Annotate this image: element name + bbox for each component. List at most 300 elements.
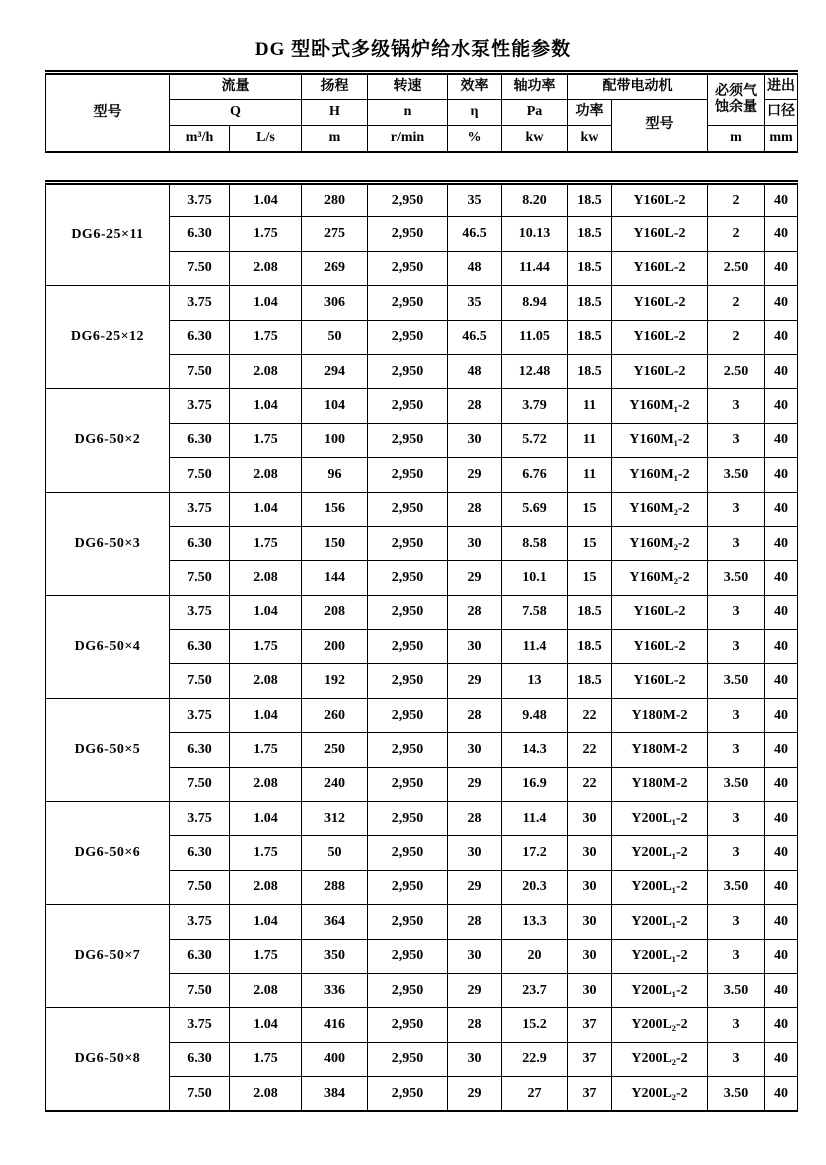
data-cell: 1.75 [230,733,302,767]
data-cell: 6.30 [170,630,230,664]
data-cell: 104 [302,389,368,423]
data-cell: 40 [765,733,798,767]
data-cell: 6.30 [170,423,230,457]
data-cell: 3.75 [170,595,230,629]
data-cell: 22.9 [502,1042,568,1076]
data-cell: 2 [708,183,765,217]
data-cell: 22 [568,733,612,767]
pump-model-cell: DG6-50×6 [46,802,170,905]
header-row-1 [46,73,798,100]
col-header-motor-model: 型号 [612,99,708,152]
data-cell: Y160M₂-2 [612,492,708,526]
data-cell: Y160L-2 [612,286,708,320]
symbol-flow-q: Q [170,99,302,126]
data-cell: 260 [302,698,368,732]
npsh-label-line2: 蚀余量 [715,100,757,115]
data-cell: Y200L₂-2 [612,1008,708,1042]
data-cell: 200 [302,630,368,664]
data-cell: 3 [708,423,765,457]
data-cell: 150 [302,526,368,560]
data-cell: 46.5 [448,320,502,354]
data-cell: 30 [448,423,502,457]
data-cell: 2,950 [368,1077,448,1111]
data-cell: 3.50 [708,973,765,1007]
data-cell: 3.75 [170,286,230,320]
data-cell: 6.30 [170,526,230,560]
data-cell: Y200L₁-2 [612,802,708,836]
unit-shaft-power-kw: kw [502,126,568,153]
unit-head-m: m [302,126,368,153]
unit-motor-power-kw: kw [568,126,612,153]
data-cell: 40 [765,802,798,836]
data-cell: 2,950 [368,320,448,354]
data-cell: 30 [568,973,612,1007]
data-cell: 3.75 [170,698,230,732]
data-cell: 280 [302,183,368,217]
data-cell: 28 [448,389,502,423]
data-cell: Y160M₂-2 [612,561,708,595]
data-cell: 7.50 [170,664,230,698]
table-row [46,492,798,526]
pump-model-cell: DG6-25×11 [46,183,170,286]
data-cell: 2.08 [230,973,302,1007]
data-cell: 3 [708,836,765,870]
data-cell: 1.04 [230,802,302,836]
data-cell: 2,950 [368,389,448,423]
data-cell: 2,950 [368,492,448,526]
col-header-motor-group: 配带电动机 [568,73,708,100]
data-cell: 6.30 [170,1042,230,1076]
data-cell: 1.04 [230,595,302,629]
data-cell: 10.1 [502,561,568,595]
data-cell: 28 [448,698,502,732]
data-cell: Y180M-2 [612,767,708,801]
data-cell: 40 [765,973,798,1007]
data-cell: 11 [568,458,612,492]
data-cell: 1.04 [230,389,302,423]
data-cell: 2,950 [368,251,448,285]
data-cell: Y160L-2 [612,354,708,388]
data-cell: 28 [448,905,502,939]
data-cell: 15 [568,492,612,526]
data-cell: 1.75 [230,836,302,870]
data-cell: 3 [708,595,765,629]
pump-model-cell: DG6-50×4 [46,595,170,698]
data-cell: 269 [302,251,368,285]
data-cell: 18.5 [568,664,612,698]
data-cell: 48 [448,354,502,388]
data-cell: 30 [448,939,502,973]
data-cell: 40 [765,836,798,870]
data-cell: 5.69 [502,492,568,526]
data-cell: 9.48 [502,698,568,732]
data-cell: 3 [708,733,765,767]
data-cell: 40 [765,1077,798,1111]
data-cell: Y200L₁-2 [612,939,708,973]
data-cell: Y200L₁-2 [612,836,708,870]
data-cell: 30 [448,630,502,664]
data-cell: Y160M₁-2 [612,423,708,457]
symbol-efficiency-eta: η [448,99,502,126]
data-cell: 3.79 [502,389,568,423]
data-cell: 50 [302,320,368,354]
data-cell: 29 [448,870,502,904]
data-cell: 40 [765,561,798,595]
symbol-shaft-power-pa: Pa [502,99,568,126]
data-cell: 8.94 [502,286,568,320]
data-cell: 28 [448,492,502,526]
data-cell: 3.50 [708,870,765,904]
data-cell: Y160M₁-2 [612,389,708,423]
data-cell: 2,950 [368,526,448,560]
data-cell: 16.9 [502,767,568,801]
data-cell: 2.50 [708,354,765,388]
data-cell: 11.05 [502,320,568,354]
data-cell: 3 [708,1008,765,1042]
data-cell: 40 [765,251,798,285]
data-cell: 15 [568,526,612,560]
data-cell: 1.04 [230,183,302,217]
data-cell: 2,950 [368,1008,448,1042]
pump-model-cell: DG6-50×7 [46,905,170,1008]
data-cell: Y160M₁-2 [612,458,708,492]
data-cell: 30 [448,526,502,560]
data-cell: 18.5 [568,286,612,320]
data-cell: 22 [568,698,612,732]
data-cell: 2,950 [368,939,448,973]
data-cell: 3.50 [708,767,765,801]
data-cell: 29 [448,1077,502,1111]
pump-model-cell: DG6-25×12 [46,286,170,389]
data-cell: 30 [568,905,612,939]
data-cell: 3 [708,630,765,664]
data-cell: 13.3 [502,905,568,939]
data-cell: 3 [708,492,765,526]
data-cell: 96 [302,458,368,492]
table-row [46,905,798,939]
data-cell: Y200L₂-2 [612,1077,708,1111]
data-cell: 10.13 [502,217,568,251]
data-cell: 3 [708,802,765,836]
data-cell: 27 [502,1077,568,1111]
data-cell: 28 [448,1008,502,1042]
data-cell: 3.50 [708,1077,765,1111]
data-cell: 7.50 [170,561,230,595]
data-cell: Y160M₂-2 [612,526,708,560]
data-cell: 6.76 [502,458,568,492]
pump-table-body-table [45,180,798,1112]
data-cell: 11.4 [502,630,568,664]
col-header-flow: 流量 [170,73,302,100]
data-cell: 3 [708,939,765,973]
data-cell: 6.30 [170,836,230,870]
data-cell: 40 [765,423,798,457]
data-cell: 3 [708,1042,765,1076]
data-cell: 18.5 [568,183,612,217]
data-cell: 7.50 [170,1077,230,1111]
data-cell: 208 [302,595,368,629]
npsh-label-line1: 必须气 [715,83,757,99]
data-cell: Y200L₁-2 [612,905,708,939]
data-cell: 2,950 [368,905,448,939]
data-cell: 192 [302,664,368,698]
data-cell: 384 [302,1077,368,1111]
data-cell: 20.3 [502,870,568,904]
data-cell: 7.50 [170,458,230,492]
data-cell: 11.44 [502,251,568,285]
data-cell: 1.04 [230,492,302,526]
pump-model-cell: DG6-50×5 [46,698,170,801]
data-cell: 40 [765,354,798,388]
data-cell: 416 [302,1008,368,1042]
data-cell: 1.75 [230,217,302,251]
col-header-speed: 转速 [368,73,448,100]
data-cell: 7.50 [170,354,230,388]
data-cell: 2,950 [368,423,448,457]
data-cell: 2,950 [368,354,448,388]
data-cell: 2.50 [708,251,765,285]
data-cell: 6.30 [170,939,230,973]
data-cell: 18.5 [568,630,612,664]
data-cell: 40 [765,595,798,629]
data-cell: Y200L₂-2 [612,1042,708,1076]
data-cell: 2,950 [368,698,448,732]
data-cell: 1.75 [230,1042,302,1076]
data-cell: Y160L-2 [612,183,708,217]
data-cell: 30 [568,870,612,904]
data-cell: 2,950 [368,561,448,595]
data-cell: 100 [302,423,368,457]
data-cell: 50 [302,836,368,870]
data-cell: 1.04 [230,698,302,732]
data-cell: 2,950 [368,595,448,629]
data-cell: 40 [765,1008,798,1042]
data-cell: 40 [765,664,798,698]
data-cell: 2,950 [368,664,448,698]
data-cell: 40 [765,905,798,939]
col-header-motor-power: 功率 [568,99,612,126]
data-cell: 294 [302,354,368,388]
data-cell: 2,950 [368,1042,448,1076]
data-cell: 40 [765,286,798,320]
data-cell: 30 [448,1042,502,1076]
data-cell: 2.08 [230,251,302,285]
data-cell: 1.75 [230,939,302,973]
data-cell: 2 [708,320,765,354]
data-cell: 3.75 [170,1008,230,1042]
data-cell: 1.04 [230,1008,302,1042]
unit-flow-ls: L/s [230,126,302,153]
data-cell: 3.50 [708,458,765,492]
data-cell: 2.08 [230,664,302,698]
data-cell: 30 [568,802,612,836]
data-cell: 40 [765,630,798,664]
symbol-speed-n: n [368,99,448,126]
data-cell: 35 [448,183,502,217]
data-cell: 2,950 [368,767,448,801]
data-cell: 250 [302,733,368,767]
data-cell: 156 [302,492,368,526]
symbol-head-h: H [302,99,368,126]
data-cell: 3.75 [170,389,230,423]
data-cell: 5.72 [502,423,568,457]
data-cell: 1.75 [230,320,302,354]
data-cell: 2 [708,217,765,251]
pump-table-header [45,70,798,153]
col-header-npsh [708,73,765,126]
data-cell: 23.7 [502,973,568,1007]
data-cell: 13 [502,664,568,698]
pump-model-cell: DG6-50×2 [46,389,170,492]
data-cell: 6.30 [170,320,230,354]
data-cell: 35 [448,286,502,320]
data-cell: 3.75 [170,492,230,526]
data-cell: 3.50 [708,664,765,698]
col-header-pump-model: 型号 [46,73,170,153]
table-row [46,389,798,423]
data-cell: 40 [765,492,798,526]
data-cell: 37 [568,1077,612,1111]
data-cell: 2,950 [368,802,448,836]
data-cell: 40 [765,320,798,354]
data-cell: 29 [448,664,502,698]
data-cell: Y180M-2 [612,698,708,732]
data-cell: 1.04 [230,286,302,320]
data-cell: 2.08 [230,354,302,388]
data-cell: 2,950 [368,870,448,904]
data-cell: 15.2 [502,1008,568,1042]
data-cell: Y160L-2 [612,664,708,698]
data-cell: Y160L-2 [612,217,708,251]
col-header-port-line2: 口径 [765,99,798,126]
data-cell: 40 [765,217,798,251]
data-cell: 11 [568,423,612,457]
table-row [46,286,798,320]
data-cell: 7.58 [502,595,568,629]
data-cell: 2,950 [368,183,448,217]
data-cell: 14.3 [502,733,568,767]
pump-model-cell: DG6-50×3 [46,492,170,595]
data-cell: 11 [568,389,612,423]
data-cell: 7.50 [170,251,230,285]
pump-model-cell: DG6-50×8 [46,1008,170,1111]
col-header-head: 扬程 [302,73,368,100]
table-row [46,1008,798,1042]
data-cell: 18.5 [568,251,612,285]
table-row [46,183,798,217]
unit-speed-rmin: r/min [368,126,448,153]
data-cell: 2 [708,286,765,320]
data-cell: 2,950 [368,973,448,1007]
data-cell: 3 [708,526,765,560]
data-cell: 8.20 [502,183,568,217]
data-cell: 11.4 [502,802,568,836]
data-cell: 8.58 [502,526,568,560]
data-cell: 46.5 [448,217,502,251]
data-cell: 40 [765,870,798,904]
unit-port-mm: mm [765,126,798,153]
data-cell: 18.5 [568,354,612,388]
data-cell: Y160L-2 [612,320,708,354]
data-cell: 29 [448,767,502,801]
data-cell: 40 [765,458,798,492]
data-cell: 6.30 [170,217,230,251]
data-cell: Y200L₁-2 [612,870,708,904]
data-cell: 29 [448,561,502,595]
data-cell: 40 [765,939,798,973]
pump-table-body [46,183,798,1112]
data-cell: 3 [708,698,765,732]
col-header-efficiency: 效率 [448,73,502,100]
data-cell: 2,950 [368,630,448,664]
data-cell: 2,950 [368,458,448,492]
data-cell: 288 [302,870,368,904]
data-cell: 400 [302,1042,368,1076]
data-cell: 30 [448,733,502,767]
data-cell: 1.75 [230,526,302,560]
data-cell: Y160L-2 [612,595,708,629]
data-cell: 40 [765,526,798,560]
unit-efficiency-pct: % [448,126,502,153]
data-cell: 2.08 [230,870,302,904]
data-cell: 2,950 [368,217,448,251]
data-cell: 2.08 [230,1077,302,1111]
data-cell: 40 [765,389,798,423]
data-cell: 12.48 [502,354,568,388]
data-cell: 2.08 [230,767,302,801]
data-cell: 40 [765,698,798,732]
data-cell: 18.5 [568,217,612,251]
data-cell: 3.75 [170,802,230,836]
data-cell: 29 [448,973,502,1007]
data-cell: 3 [708,389,765,423]
data-cell: 20 [502,939,568,973]
data-cell: 240 [302,767,368,801]
data-cell: 3.50 [708,561,765,595]
data-cell: 3.75 [170,905,230,939]
data-cell: 144 [302,561,368,595]
data-cell: 1.75 [230,630,302,664]
data-cell: 1.75 [230,423,302,457]
page-title: DG 型卧式多级锅炉给水泵性能参数 [254,39,572,60]
data-cell: Y180M-2 [612,733,708,767]
data-cell: 7.50 [170,973,230,1007]
unit-npsh-m: m [708,126,765,153]
data-cell: 2,950 [368,286,448,320]
data-cell: 48 [448,251,502,285]
data-cell: Y200L₁-2 [612,973,708,1007]
data-cell: 15 [568,561,612,595]
data-cell: 37 [568,1042,612,1076]
data-cell: 7.50 [170,870,230,904]
data-cell: 40 [765,1042,798,1076]
data-cell: 2,950 [368,733,448,767]
col-header-shaft-power: 轴功率 [502,73,568,100]
data-cell: 3 [708,905,765,939]
data-cell: 30 [568,939,612,973]
table-row [46,802,798,836]
data-cell: 364 [302,905,368,939]
data-cell: Y160L-2 [612,630,708,664]
data-cell: 2,950 [368,836,448,870]
data-cell: 7.50 [170,767,230,801]
data-cell: 40 [765,183,798,217]
data-cell: 3.75 [170,183,230,217]
col-header-port-line1: 进出 [765,73,798,100]
data-cell: 6.30 [170,733,230,767]
data-cell: 28 [448,595,502,629]
data-cell: 29 [448,458,502,492]
